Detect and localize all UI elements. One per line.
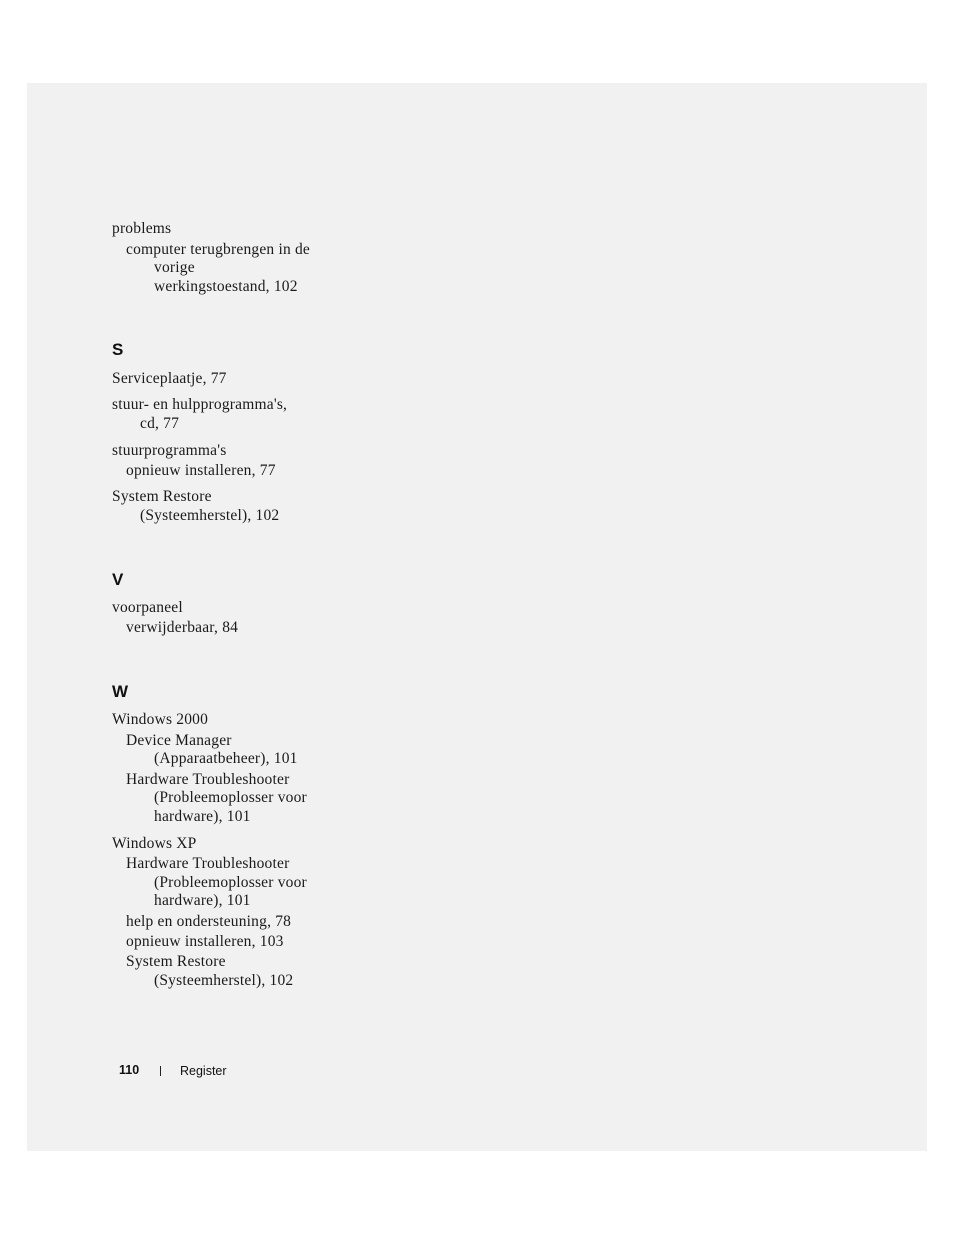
index-subentry-cont: hardware), 101 (154, 892, 251, 909)
page-number: 110 (119, 1063, 140, 1077)
index-entry: stuurprogramma's (112, 442, 227, 459)
index-entry: Windows XP (112, 835, 197, 852)
index-subentry: Hardware Troubleshooter (126, 771, 290, 788)
index-subentry-cont: (Apparaatbeheer), 101 (154, 750, 298, 767)
index-subentry: System Restore (126, 953, 226, 970)
section-letter-v: V (112, 570, 124, 589)
index-subentry: computer terugbrengen in de (126, 241, 311, 258)
section-letter-w: W (112, 682, 129, 701)
index-subentry: Device Manager (126, 732, 232, 749)
index-entry: System Restore (112, 488, 212, 505)
index-entry: voorpaneel (112, 599, 183, 616)
index-subentry-cont: vorige (154, 259, 195, 276)
index-subentry: verwijderbaar, 84 (126, 619, 239, 636)
index-subentry-cont: (Systeemherstel), 102 (154, 972, 294, 989)
index-entry: Serviceplaatje, 77 (112, 370, 227, 387)
index-entry: Windows 2000 (112, 711, 209, 728)
index-subentry-cont: (Probleemoplosser voor (154, 789, 307, 806)
index-entry: stuur- en hulpprogramma's, (112, 396, 288, 413)
section-title: Register (180, 1064, 227, 1078)
index-subentry: Hardware Troubleshooter (126, 855, 290, 872)
index-entry-cont: cd, 77 (140, 415, 180, 432)
footer-separator (160, 1066, 161, 1076)
index-subentry: opnieuw installeren, 77 (126, 462, 276, 479)
index-subentry: help en ondersteuning, 78 (126, 913, 292, 930)
index-subentry-cont: (Probleemoplosser voor (154, 874, 307, 891)
index-subentry-cont: hardware), 101 (154, 808, 251, 825)
index-entry: problems (112, 220, 172, 237)
index-subentry-cont: werkingstoestand, 102 (154, 278, 298, 295)
index-entry-cont: (Systeemherstel), 102 (140, 507, 280, 524)
index-subentry: opnieuw installeren, 103 (126, 933, 284, 950)
section-letter-s: S (112, 340, 124, 359)
